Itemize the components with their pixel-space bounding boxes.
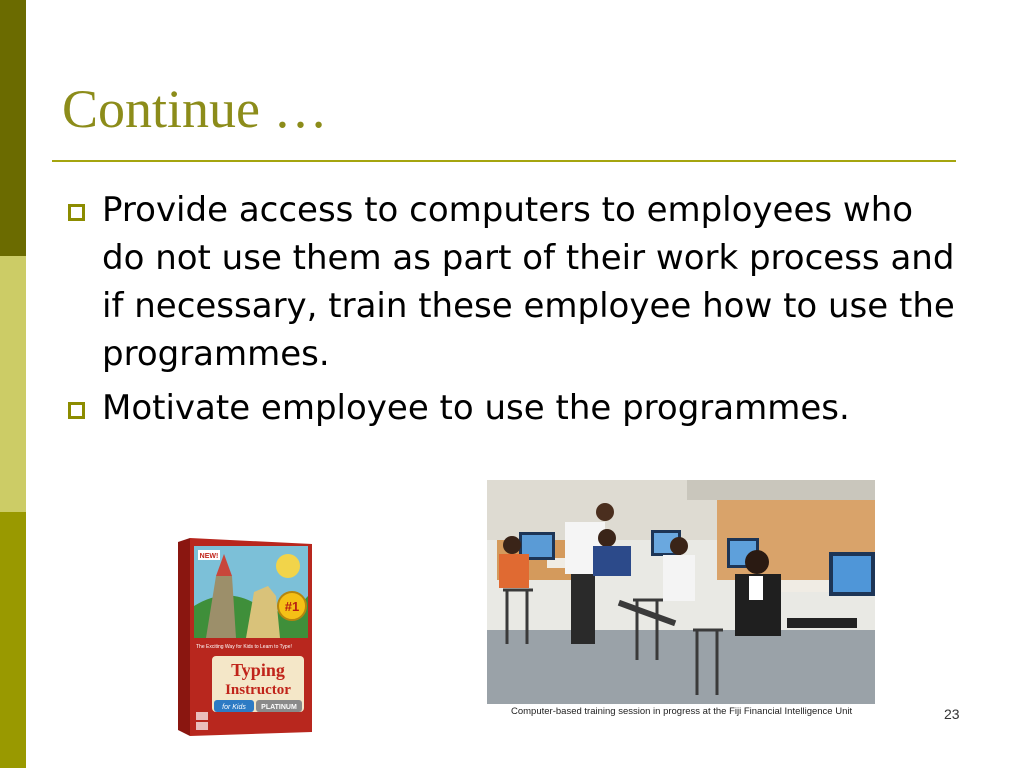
- box-title-line4: PLATINUM: [261, 704, 297, 711]
- bullet-square-icon: [68, 402, 85, 419]
- title-divider: [52, 160, 956, 162]
- box-new-label: NEW!: [199, 553, 219, 560]
- bullet-text: Provide access to computers to employees who do not use them as part of their work process and if necessary, train these employee how to use the programmes.: [102, 190, 955, 374]
- training-session-photo: [487, 480, 875, 720]
- computer-lab-image: [487, 480, 875, 704]
- bullet-text: Motivate employee to use the programmes.: [102, 388, 850, 428]
- box-title-line2: Instructor: [225, 682, 291, 698]
- bullet-item: [62, 384, 962, 432]
- typing-instructor-box-image: [176, 536, 324, 738]
- box-tagline: The Exciting Way for Kids to Learn to Type!: [196, 644, 292, 650]
- box-title-line3: for Kids: [222, 704, 246, 711]
- sidebar-band-bottom: [0, 512, 26, 768]
- photo-caption: Computer-based training session in progress at the Fiji Financial Intelligence Unit: [487, 704, 875, 720]
- bullet-item: [62, 186, 962, 378]
- box-badge: #1: [284, 599, 300, 614]
- sidebar-band-middle: [0, 256, 26, 512]
- bullet-list: [62, 186, 962, 438]
- slide-title: Continue …: [62, 79, 328, 139]
- sidebar-decoration: [0, 0, 26, 768]
- bullet-square-icon: [68, 204, 85, 221]
- sidebar-band-top: [0, 0, 26, 256]
- box-title-line1: Typing: [231, 660, 285, 680]
- slide-number: 23: [944, 706, 960, 722]
